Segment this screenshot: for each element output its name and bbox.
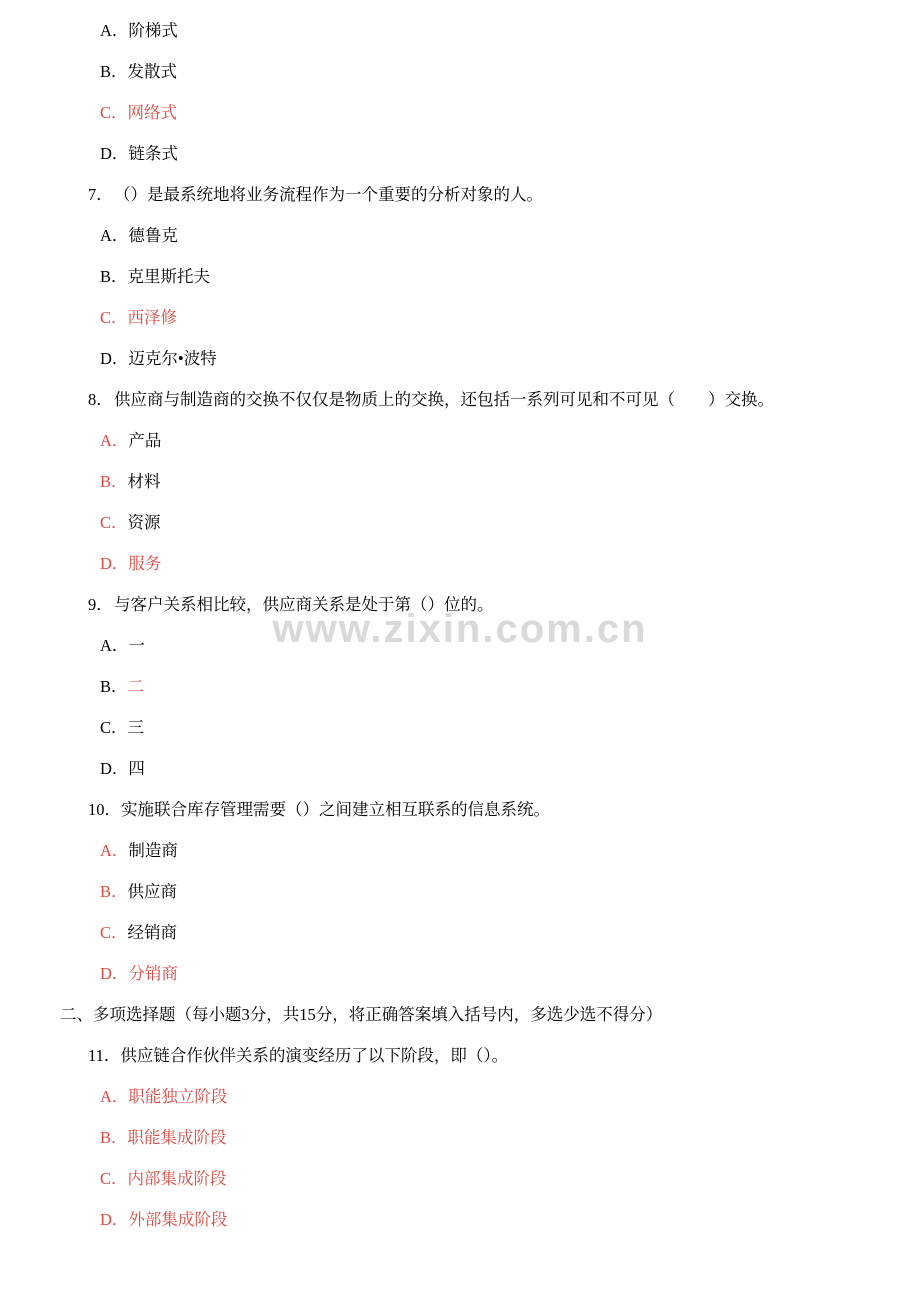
question-number: 11．: [88, 1046, 121, 1065]
question-item: [60, 1035, 860, 1076]
option-item: [60, 707, 860, 748]
option-item: [60, 51, 860, 92]
section-heading: [60, 994, 860, 1035]
option-item: [60, 1117, 860, 1158]
option-item: [60, 1076, 860, 1117]
option-label: D．: [100, 1210, 129, 1229]
question-text: 供应商与制造商的交换不仅仅是物质上的交换，还包括一系列可见和不可见（ ）交换。: [114, 390, 774, 409]
option-text: 分销商: [128, 964, 178, 983]
option-label: B．: [100, 882, 128, 901]
option-label: D．: [100, 554, 129, 573]
option-text: 西泽修: [127, 308, 178, 327]
option-item: [60, 953, 860, 994]
section-number: 二、: [60, 1005, 93, 1024]
option-text: 服务: [128, 554, 162, 573]
section-title: 多项选择题（每小题3分，共15分，将正确答案填入括号内，多选少选不得分）: [93, 1005, 663, 1024]
question-number: 10．: [88, 800, 121, 819]
option-item: [60, 625, 860, 666]
question-number: 9．: [88, 595, 113, 614]
option-label: C．: [100, 513, 128, 532]
option-text: 制造商: [128, 841, 178, 860]
option-text: 材料: [127, 472, 161, 491]
question-item: [60, 174, 860, 215]
option-text: 三: [127, 718, 145, 737]
option-item: [60, 748, 860, 789]
question-text: 供应链合作伙伴关系的演变经历了以下阶段，即（）。: [120, 1046, 509, 1065]
option-text: 四: [128, 759, 145, 778]
option-label: C．: [100, 103, 128, 122]
watermark-text: www.zixin.com.cn: [272, 607, 648, 651]
option-label: C．: [100, 923, 128, 942]
option-item: [60, 338, 860, 379]
option-item: [60, 420, 860, 461]
question-number: 7．: [88, 185, 113, 204]
option-item: [60, 912, 860, 953]
option-item: [60, 871, 860, 912]
option-item: [60, 133, 860, 174]
option-label: B．: [100, 1128, 128, 1147]
option-label: A．: [100, 21, 129, 40]
option-text: 职能独立阶段: [128, 1087, 228, 1106]
question-text: 与客户关系相比较，供应商关系是处于第（）位的。: [114, 595, 494, 614]
option-label: B．: [100, 267, 128, 286]
option-text: 经销商: [127, 923, 178, 942]
question-item: [60, 584, 860, 625]
question-item: [60, 379, 860, 420]
option-label: A．: [100, 1087, 129, 1106]
option-text: 供应商: [127, 882, 178, 901]
option-item: [60, 1199, 860, 1240]
option-text: 德鲁克: [128, 226, 178, 245]
option-text: 职能集成阶段: [127, 1128, 227, 1147]
option-label: D．: [100, 144, 129, 163]
option-item: [60, 543, 860, 584]
option-item: [60, 10, 860, 51]
option-text: 网络式: [127, 103, 178, 122]
option-label: D．: [100, 759, 129, 778]
option-label: C．: [100, 1169, 128, 1188]
option-label: D．: [100, 964, 129, 983]
option-text: 外部集成阶段: [128, 1210, 228, 1229]
option-item: [60, 297, 860, 338]
question-item: [60, 789, 860, 830]
option-text: 内部集成阶段: [127, 1169, 227, 1188]
option-text: 发散式: [127, 62, 178, 81]
option-item: [60, 502, 860, 543]
option-text: 迈克尔•波特: [128, 349, 217, 368]
option-item: [60, 215, 860, 256]
option-item: [60, 256, 860, 297]
option-label: A．: [100, 636, 129, 655]
option-label: A．: [100, 431, 129, 450]
option-item: [60, 92, 860, 133]
option-label: A．: [100, 841, 129, 860]
option-text: 资源: [127, 513, 161, 532]
option-label: B．: [100, 677, 128, 696]
option-text: 一: [128, 636, 145, 655]
option-text: 克里斯托夫: [127, 267, 211, 286]
option-text: 链条式: [128, 144, 178, 163]
option-label: B．: [100, 62, 128, 81]
question-text: （）是最系统地将业务流程作为一个重要的分析对象的人。: [114, 185, 543, 204]
option-label: C．: [100, 718, 128, 737]
option-text: 二: [127, 677, 145, 696]
option-text: 产品: [128, 431, 162, 450]
option-label: A．: [100, 226, 129, 245]
option-text: 阶梯式: [128, 21, 178, 40]
option-item: [60, 666, 860, 707]
option-label: B．: [100, 472, 128, 491]
option-item: [60, 461, 860, 502]
option-item: [60, 1158, 860, 1199]
option-label: D．: [100, 349, 129, 368]
option-item: [60, 830, 860, 871]
option-label: C．: [100, 308, 128, 327]
question-number: 8．: [88, 390, 113, 409]
question-text: 实施联合库存管理需要（）之间建立相互联系的信息系统。: [121, 800, 550, 819]
